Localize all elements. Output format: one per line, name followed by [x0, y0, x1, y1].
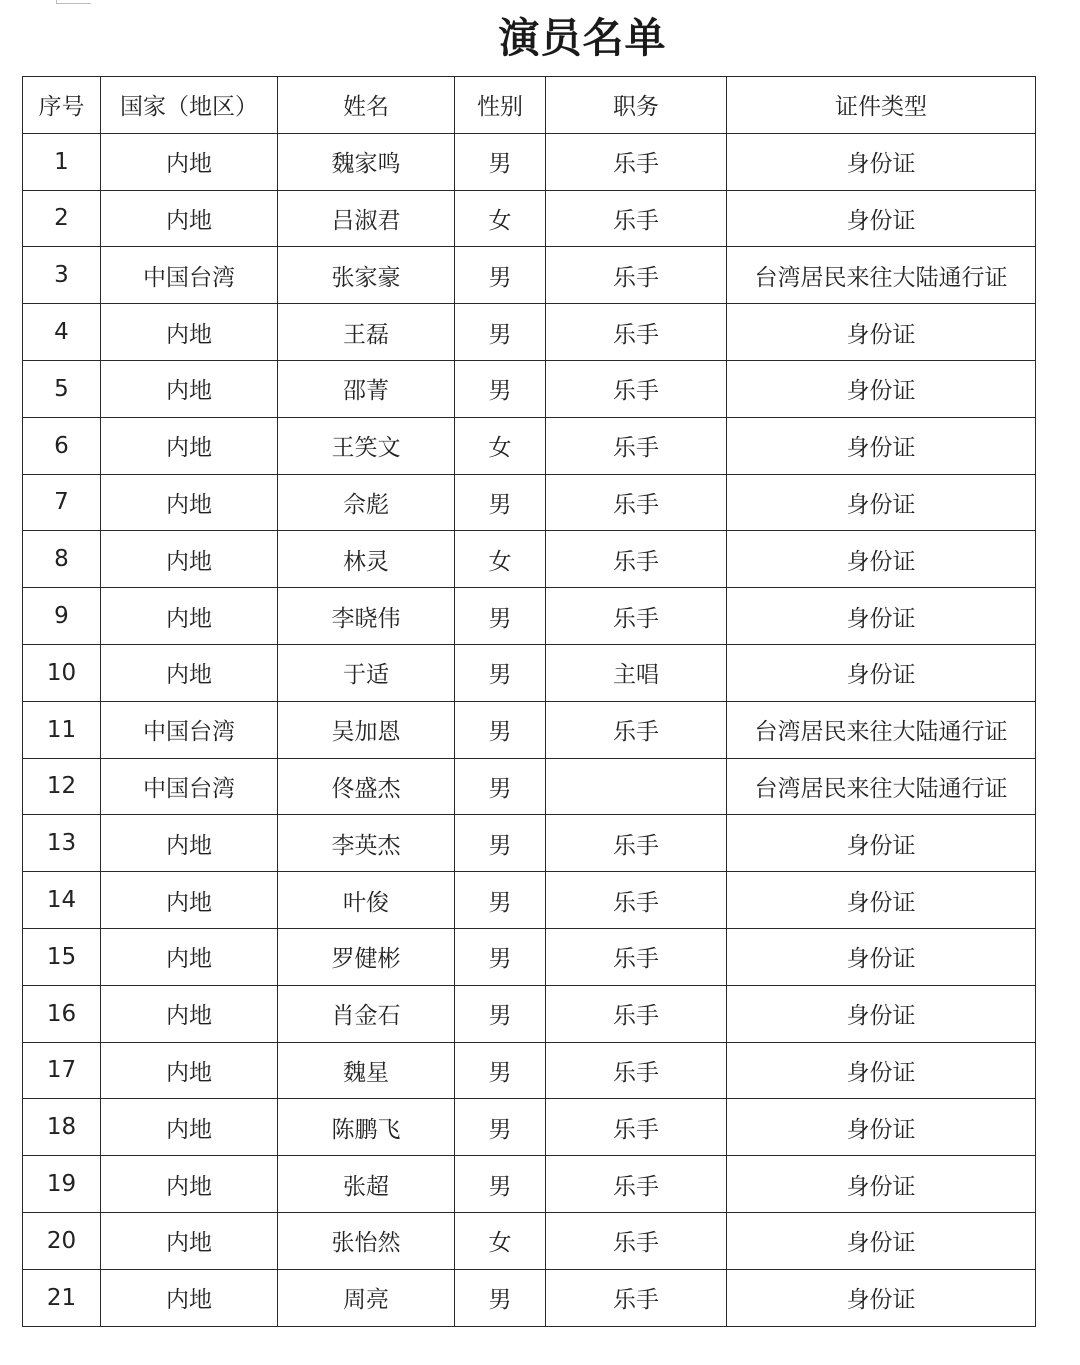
cell-id-type: 身份证	[727, 644, 1036, 701]
cell-id-type: 身份证	[727, 474, 1036, 531]
table-row	[23, 417, 1036, 474]
table-row	[23, 531, 1036, 588]
cell-gender: 男	[455, 133, 546, 190]
cell-role: 乐手	[546, 304, 727, 361]
cell-serial-number: 3	[23, 247, 101, 304]
cell-id-type: 身份证	[727, 133, 1036, 190]
cell-serial-number: 6	[23, 417, 101, 474]
cell-serial-number: 18	[23, 1099, 101, 1156]
cell-role: 乐手	[546, 1269, 727, 1326]
cell-gender: 女	[455, 417, 546, 474]
cell-role: 乐手	[546, 190, 727, 247]
cell-name: 罗健彬	[278, 928, 455, 985]
performer-roster-table	[22, 76, 1036, 1327]
cell-country-region: 内地	[101, 985, 278, 1042]
cell-gender: 男	[455, 928, 546, 985]
table-row	[23, 588, 1036, 645]
cell-country-region: 内地	[101, 1156, 278, 1213]
cell-role: 乐手	[546, 1042, 727, 1099]
cell-country-region: 内地	[101, 133, 278, 190]
cell-serial-number: 1	[23, 133, 101, 190]
cell-gender: 男	[455, 985, 546, 1042]
cell-gender: 男	[455, 474, 546, 531]
header-id-type: 证件类型	[727, 77, 1036, 134]
cell-gender: 男	[455, 815, 546, 872]
cell-id-type: 身份证	[727, 304, 1036, 361]
cell-country-region: 内地	[101, 872, 278, 929]
table-row	[23, 133, 1036, 190]
cell-gender: 女	[455, 1212, 546, 1269]
cell-id-type: 身份证	[727, 928, 1036, 985]
cell-country-region: 内地	[101, 1212, 278, 1269]
cell-name: 张家豪	[278, 247, 455, 304]
table-row	[23, 247, 1036, 304]
cell-name: 周亮	[278, 1269, 455, 1326]
cell-id-type: 台湾居民来往大陆通行证	[727, 247, 1036, 304]
cell-gender: 男	[455, 588, 546, 645]
cell-id-type: 身份证	[727, 1156, 1036, 1213]
cell-serial-number: 2	[23, 190, 101, 247]
header-name: 姓名	[278, 77, 455, 134]
cell-role: 乐手	[546, 531, 727, 588]
cell-serial-number: 21	[23, 1269, 101, 1326]
cell-role: 乐手	[546, 1156, 727, 1213]
cell-id-type: 身份证	[727, 1212, 1036, 1269]
header-serial-number: 序号	[23, 77, 101, 134]
cell-name: 肖金石	[278, 985, 455, 1042]
table-row	[23, 304, 1036, 361]
table-row	[23, 474, 1036, 531]
table-header-row	[23, 77, 1036, 134]
cell-name: 张怡然	[278, 1212, 455, 1269]
cell-country-region: 中国台湾	[101, 758, 278, 815]
cell-serial-number: 5	[23, 360, 101, 417]
cell-gender: 男	[455, 872, 546, 929]
cell-role: 乐手	[546, 588, 727, 645]
cell-serial-number: 11	[23, 701, 101, 758]
cell-gender: 女	[455, 531, 546, 588]
table-row	[23, 872, 1036, 929]
cell-name: 陈鹏飞	[278, 1099, 455, 1156]
cell-name: 佟盛杰	[278, 758, 455, 815]
cell-serial-number: 15	[23, 928, 101, 985]
cell-country-region: 内地	[101, 304, 278, 361]
cell-id-type: 身份证	[727, 531, 1036, 588]
cell-serial-number: 20	[23, 1212, 101, 1269]
cell-serial-number: 19	[23, 1156, 101, 1213]
table-row	[23, 815, 1036, 872]
table-row	[23, 1156, 1036, 1213]
cell-serial-number: 13	[23, 815, 101, 872]
cell-id-type: 身份证	[727, 985, 1036, 1042]
table-row	[23, 928, 1036, 985]
cell-country-region: 内地	[101, 190, 278, 247]
table-row	[23, 190, 1036, 247]
table-row	[23, 758, 1036, 815]
cell-country-region: 内地	[101, 474, 278, 531]
cell-id-type: 身份证	[727, 588, 1036, 645]
cell-country-region: 内地	[101, 588, 278, 645]
table-row	[23, 1099, 1036, 1156]
cell-country-region: 内地	[101, 1269, 278, 1326]
cell-role: 乐手	[546, 360, 727, 417]
cell-id-type: 身份证	[727, 360, 1036, 417]
cell-name: 叶俊	[278, 872, 455, 929]
cell-name: 李英杰	[278, 815, 455, 872]
cell-name: 佘彪	[278, 474, 455, 531]
cell-name: 王笑文	[278, 417, 455, 474]
cell-name: 张超	[278, 1156, 455, 1213]
cell-serial-number: 10	[23, 644, 101, 701]
cell-country-region: 内地	[101, 531, 278, 588]
cell-role: 乐手	[546, 985, 727, 1042]
cell-serial-number: 4	[23, 304, 101, 361]
cell-role: 乐手	[546, 247, 727, 304]
cell-role: 乐手	[546, 417, 727, 474]
cell-name: 吕淑君	[278, 190, 455, 247]
cell-gender: 男	[455, 360, 546, 417]
cell-serial-number: 16	[23, 985, 101, 1042]
cell-name: 魏星	[278, 1042, 455, 1099]
cell-role	[546, 758, 727, 815]
table-body	[23, 133, 1036, 1326]
cell-name: 邵菁	[278, 360, 455, 417]
cell-serial-number: 17	[23, 1042, 101, 1099]
header-country-region: 国家（地区）	[101, 77, 278, 134]
cell-gender: 男	[455, 1099, 546, 1156]
table-row	[23, 644, 1036, 701]
cell-serial-number: 12	[23, 758, 101, 815]
cell-name: 林灵	[278, 531, 455, 588]
table-row	[23, 1212, 1036, 1269]
cell-role: 乐手	[546, 1099, 727, 1156]
cell-role: 乐手	[546, 928, 727, 985]
cell-role: 乐手	[546, 1212, 727, 1269]
cell-country-region: 内地	[101, 644, 278, 701]
cell-country-region: 中国台湾	[101, 701, 278, 758]
cell-id-type: 身份证	[727, 1269, 1036, 1326]
cell-name: 吴加恩	[278, 701, 455, 758]
cell-serial-number: 8	[23, 531, 101, 588]
cell-name: 魏家鸣	[278, 133, 455, 190]
cell-gender: 男	[455, 247, 546, 304]
cell-name: 王磊	[278, 304, 455, 361]
cell-id-type: 身份证	[727, 815, 1036, 872]
cell-role: 主唱	[546, 644, 727, 701]
cell-gender: 男	[455, 304, 546, 361]
cell-gender: 男	[455, 1042, 546, 1099]
cell-name: 于适	[278, 644, 455, 701]
cell-id-type: 身份证	[727, 1042, 1036, 1099]
cell-gender: 女	[455, 190, 546, 247]
cell-id-type: 台湾居民来往大陆通行证	[727, 701, 1036, 758]
table-row	[23, 1042, 1036, 1099]
cell-serial-number: 9	[23, 588, 101, 645]
cell-country-region: 内地	[101, 928, 278, 985]
cell-name: 李晓伟	[278, 588, 455, 645]
table-row	[23, 1269, 1036, 1326]
cell-country-region: 内地	[101, 815, 278, 872]
cell-gender: 男	[455, 1269, 546, 1326]
cell-id-type: 身份证	[727, 872, 1036, 929]
cell-gender: 男	[455, 1156, 546, 1213]
cell-gender: 男	[455, 644, 546, 701]
cell-gender: 男	[455, 701, 546, 758]
cell-id-type: 身份证	[727, 1099, 1036, 1156]
cell-serial-number: 7	[23, 474, 101, 531]
cell-gender: 男	[455, 758, 546, 815]
cell-role: 乐手	[546, 474, 727, 531]
table-row	[23, 985, 1036, 1042]
cell-id-type: 身份证	[727, 417, 1036, 474]
table-row	[23, 360, 1036, 417]
table-row	[23, 701, 1036, 758]
cell-country-region: 内地	[101, 1042, 278, 1099]
cell-serial-number: 14	[23, 872, 101, 929]
cell-role: 乐手	[546, 133, 727, 190]
header-role: 职务	[546, 77, 727, 134]
cell-role: 乐手	[546, 872, 727, 929]
corner-crop-mark	[56, 0, 91, 4]
page-title: 演员名单	[498, 14, 667, 62]
cell-role: 乐手	[546, 815, 727, 872]
cell-country-region: 中国台湾	[101, 247, 278, 304]
cell-country-region: 内地	[101, 417, 278, 474]
cell-country-region: 内地	[101, 360, 278, 417]
cell-role: 乐手	[546, 701, 727, 758]
cell-id-type: 身份证	[727, 190, 1036, 247]
header-gender: 性别	[455, 77, 546, 134]
cell-country-region: 内地	[101, 1099, 278, 1156]
cell-id-type: 台湾居民来往大陆通行证	[727, 758, 1036, 815]
